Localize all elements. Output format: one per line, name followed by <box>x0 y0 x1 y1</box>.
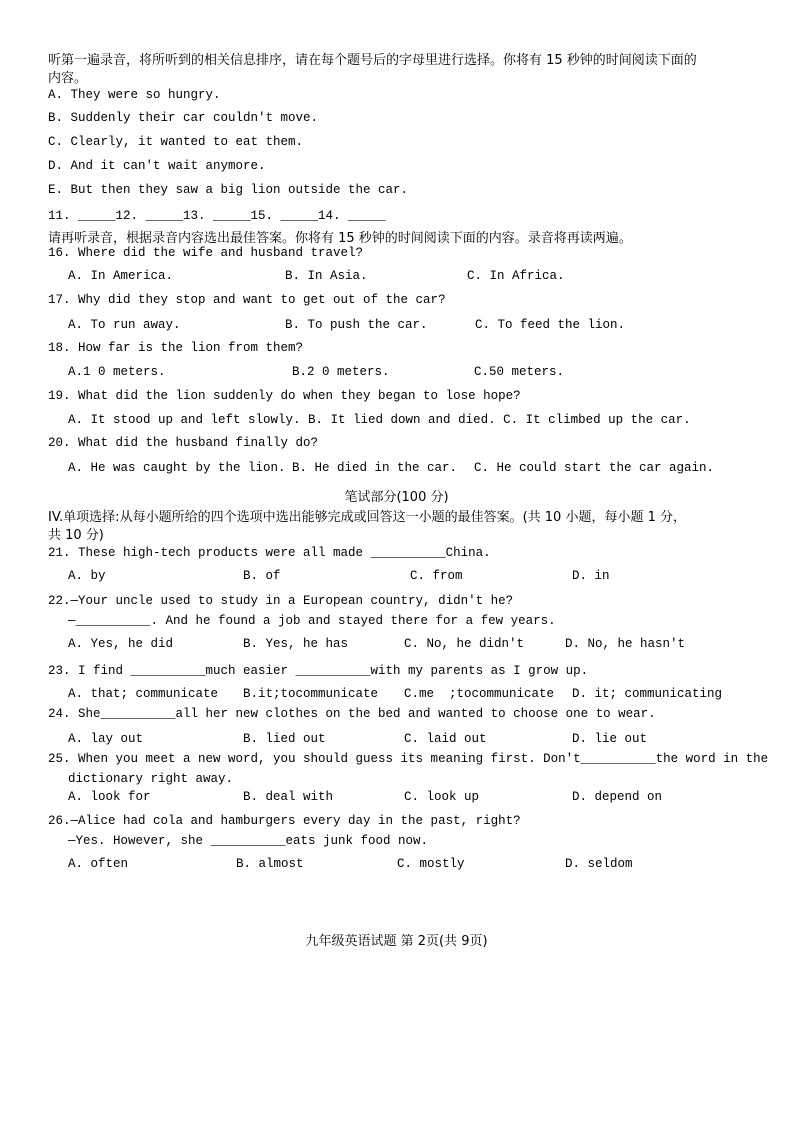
q22-option-b: B. Yes, he has <box>243 637 349 651</box>
q16-option-c: C. In Africa. <box>467 269 565 283</box>
q22-option-c: C. No, he didn't <box>404 637 525 651</box>
q20-option-c: C. He could start the car again. <box>474 461 715 475</box>
q17-option-a: A. To run away. <box>68 318 181 332</box>
q23-option-b: B.it;tocommunicate <box>243 687 379 701</box>
q20-option-b: B. He died in the car. <box>292 461 458 475</box>
q16-option-a: A. In America. <box>68 269 174 283</box>
order-blanks: 11. _____12. _____13. _____15. _____14. _____ <box>48 209 386 223</box>
q19-options: A. It stood up and left slowly. B. It lied down and died. C. It climbed up the car. <box>68 413 691 427</box>
q25-option-b: B. deal with <box>243 790 334 804</box>
q17-option-c: C. To feed the lion. <box>475 318 626 332</box>
question-24: 24. She__________all her new clothes on the bed and wanted to choose one to wear. <box>48 707 656 721</box>
q25-option-c: C. look up <box>404 790 480 804</box>
section-iv-title: IV.单项选择:从每小题所给的四个选项中选出能够完成或回答这一小题的最佳答案。(共 10 小题，每小题 1 分， <box>48 510 686 525</box>
q18-option-c: C.50 meters. <box>474 365 565 379</box>
q22-option-a: A. Yes, he did <box>68 637 174 651</box>
q17-option-b: B. To push the car. <box>285 318 428 332</box>
q24-option-d: D. lie out <box>572 732 648 746</box>
written-part-heading: 笔试部分(100 分) <box>344 490 449 505</box>
q22-option-d: D. No, he hasn't <box>565 637 686 651</box>
q26-option-a: A. often <box>68 857 129 871</box>
question-25-line2: dictionary right away. <box>68 772 234 786</box>
q21-option-c: C. from <box>410 569 463 583</box>
part4-instruction: 请再听录音，根据录音内容选出最佳答案。你将有 15 秒钟的时间阅读下面的内容。录音将再读两遍。 <box>48 231 632 246</box>
question-22-line2: —__________. And he found a job and stayed there for a few years. <box>68 614 556 628</box>
question-17: 17. Why did they stop and want to get out of the car? <box>48 293 446 307</box>
question-23: 23. I find __________much easier __________with my parents as I grow up. <box>48 664 589 678</box>
question-25: 25. When you meet a new word, you should guess its meaning first. Don't__________the word in the <box>48 752 769 766</box>
q25-option-d: D. depend on <box>572 790 663 804</box>
q20-option-a: A. He was caught by the lion. <box>68 461 286 475</box>
question-22: 22.—Your uncle used to study in a European country, didn't he? <box>48 594 514 608</box>
question-19: 19. What did the lion suddenly do when they began to lose hope? <box>48 389 521 403</box>
q21-option-a: A. by <box>68 569 106 583</box>
q24-option-a: A. lay out <box>68 732 144 746</box>
question-16: 16. Where did the wife and husband travel? <box>48 246 364 260</box>
q24-option-c: C. laid out <box>404 732 487 746</box>
q26-option-c: C. mostly <box>397 857 465 871</box>
q24-option-b: B. lied out <box>243 732 326 746</box>
question-18: 18. How far is the lion from them? <box>48 341 304 355</box>
sentence-c: C. Clearly, it wanted to eat them. <box>48 135 304 149</box>
sentence-b: B. Suddenly their car couldn't move. <box>48 111 319 125</box>
part3-instruction: 听第一遍录音，将所听到的相关信息排序，请在每个题号后的字母里进行选择。你将有 15 秒钟的时间阅读下面的 <box>48 53 697 68</box>
question-20: 20. What did the husband finally do? <box>48 436 319 450</box>
q26-option-b: B. almost <box>236 857 304 871</box>
q18-option-b: B.2 0 meters. <box>292 365 390 379</box>
q26-option-d: D. seldom <box>565 857 633 871</box>
question-26-line2: —Yes. However, she __________eats junk food now. <box>68 834 429 848</box>
q23-option-c: C.me ;tocommunicate <box>404 687 555 701</box>
sentence-a: A. They were so hungry. <box>48 88 221 102</box>
part3-instruction-cont: 内容。 <box>48 71 88 86</box>
question-26: 26.—Alice had cola and hamburgers every day in the past, right? <box>48 814 521 828</box>
sentence-e: E. But then they saw a big lion outside the car. <box>48 183 409 197</box>
page-footer: 九年级英语试题 第 2页(共 9页) <box>305 934 488 949</box>
q16-option-b: B. In Asia. <box>285 269 368 283</box>
q18-option-a: A.1 0 meters. <box>68 365 166 379</box>
sentence-d: D. And it can't wait anymore. <box>48 159 266 173</box>
q25-option-a: A. look for <box>68 790 151 804</box>
q21-option-d: D. in <box>572 569 610 583</box>
section-iv-title-cont: 共 10 分) <box>48 528 104 543</box>
q23-option-a: A. that; communicate <box>68 687 219 701</box>
q21-option-b: B. of <box>243 569 281 583</box>
q23-option-d: D. it; communicating <box>572 687 723 701</box>
question-21: 21. These high-tech products were all made __________China. <box>48 546 491 560</box>
